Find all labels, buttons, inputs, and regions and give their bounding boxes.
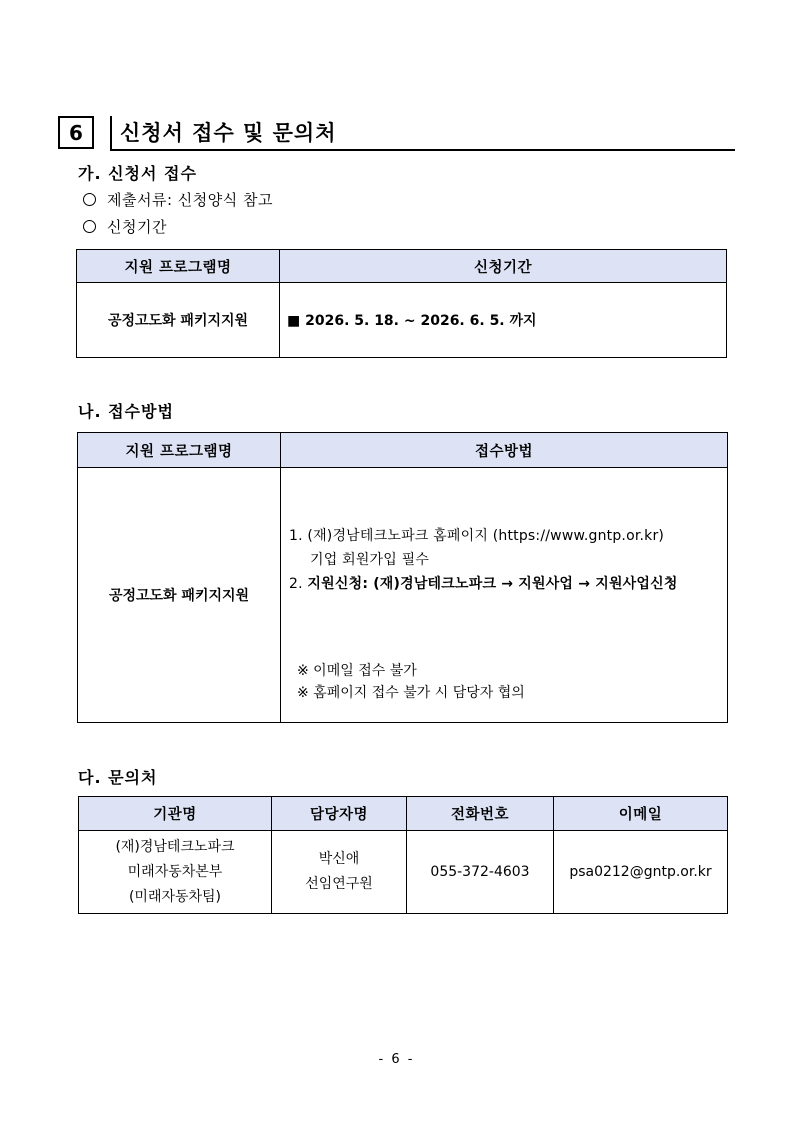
header-program: 지원 프로그램명 [77,250,280,283]
step-2-number: 2. [289,576,308,592]
person-title: 선임연구원 [305,876,373,892]
step-2 [289,572,727,596]
part-a-heading: 가. 신청서 접수 [78,164,197,183]
contact-table [78,796,728,914]
section-title: 신청서 접수 및 문의처 [120,121,337,145]
method-cell [281,468,728,723]
section-underline [110,149,735,151]
program-name-cell: 공정고도화 패키지지원 [78,468,281,723]
part-b-heading: 나. 접수방법 [78,402,174,421]
part-c-heading: 다. 문의처 [78,768,158,787]
bullet-text: 제출서류: 신청양식 참고 [107,191,273,209]
part-a-bullet-1 [83,189,273,210]
header-org: 기관명 [79,797,272,831]
method-notes [289,660,727,704]
header-method: 접수방법 [281,433,728,468]
step-2-text: 지원신청: (재)경남테크노파크 → 지원사업 → 지원사업신청 [307,576,678,592]
note-1: ※ 이메일 접수 불가 [297,663,417,679]
step-1-line-2: 기업 회원가입 필수 [310,552,430,568]
header-program: 지원 프로그램명 [78,433,281,468]
org-cell [79,831,272,914]
step-1-line-1: 1. (재)경남테크노파크 홈페이지 (https://www.gntp.or.kr) [289,528,665,544]
bullet-text: 신청기간 [107,218,167,236]
section-number: 6 [58,116,94,149]
period-cell: ■ 2026. 5. 18. ~ 2026. 6. 5. 까지 [280,283,727,358]
part-a-bullet-2 [83,216,167,237]
header-person: 담당자명 [272,797,407,831]
note-2: ※ 홈페이지 접수 불가 시 담당자 협의 [297,685,525,701]
header-phone: 전화번호 [407,797,554,831]
submission-method-table [77,432,728,723]
program-name-cell: 공정고도화 패키지지원 [77,283,280,358]
header-period: 신청기간 [280,250,727,283]
person-name: 박신애 [318,851,360,867]
org-line-2: 미래자동차본부 [127,863,223,880]
phone-cell: 055-372-4603 [407,831,554,914]
org-line-1: (재)경남테크노파크 [115,838,235,855]
page-number: - 6 - [378,1052,415,1067]
person-cell [272,831,407,914]
circle-bullet-icon [83,193,96,206]
email-cell[interactable]: psa0212@gntp.or.kr [554,831,728,914]
org-line-3: (미래자동차팀) [128,888,222,905]
method-steps [289,524,727,596]
section-divider [110,116,112,151]
header-email: 이메일 [554,797,728,831]
circle-bullet-icon [83,220,96,233]
application-period-table [76,249,727,358]
